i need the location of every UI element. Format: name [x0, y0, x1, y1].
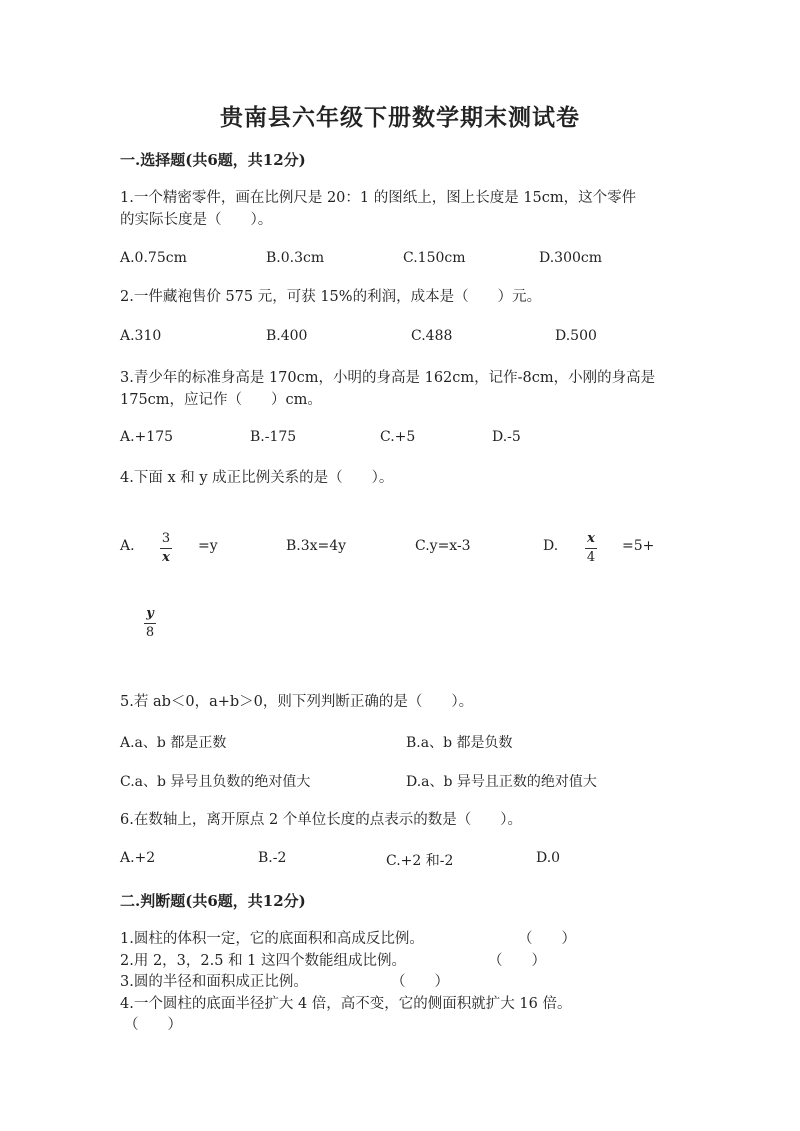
judgement-item-1: 1.圆柱的体积一定，它的底面积和高成反比例。 — [120, 931, 424, 947]
question-1-text-cont: 的实际长度是（ ）。 — [120, 212, 273, 228]
judgement-item-4: 4.一个圆柱的底面半径扩大 4 倍，高不变，它的侧面积就扩大 16 倍。 — [120, 996, 572, 1012]
section-heading-choice: 一.选择题(共6题，共12分) — [120, 151, 306, 169]
q3-option-d: D.-5 — [492, 429, 521, 445]
fraction-denominator: x — [162, 550, 170, 565]
fraction-denominator: 4 — [586, 550, 596, 565]
q3-option-c: C.+5 — [380, 429, 416, 445]
q1-option-a: A.0.75cm — [120, 250, 187, 266]
question-6-text: 6.在数轴上，离开原点 2 个单位长度的点表示的数是（ ）。 — [120, 812, 523, 828]
judgement-item-3-paren: （ ） — [391, 974, 449, 990]
question-2-text: 2.一件藏袍售价 575 元，可获 15%的利润，成本是（ ）元。 — [120, 289, 542, 305]
q1-option-b: B.0.3cm — [266, 250, 325, 266]
q4-option-a-fraction — [160, 531, 172, 566]
q2-option-a: A.310 — [120, 328, 162, 344]
q4-option-c: C.y=x-3 — [415, 538, 471, 554]
q4-option-a-label: A. — [120, 538, 135, 554]
judgement-item-2-paren: （ ） — [488, 953, 546, 969]
q4-option-b: B.3x=4y — [286, 538, 347, 554]
q2-option-c: C.488 — [411, 328, 453, 344]
judgement-item-4-paren: （ ） — [124, 1017, 182, 1033]
q5-option-c: C.a、b 异号且负数的绝对值大 — [120, 774, 311, 790]
q3-option-b: B.-175 — [250, 429, 297, 445]
question-4-text: 4.下面 x 和 y 成正比例关系的是（ ）。 — [120, 470, 394, 486]
judgement-item-1-paren: （ ） — [518, 931, 576, 947]
question-5-text: 5.若 ab＜0，a+b＞0，则下列判断正确的是（ ）。 — [120, 694, 474, 710]
q4-option-d-fraction — [585, 531, 597, 566]
question-3-text: 3.青少年的标准身高是 170cm，小明的身高是 162cm，记作-8cm，小刚的身高是 — [120, 370, 656, 386]
question-3-text-cont: 175cm，应记作（ ）cm。 — [120, 392, 322, 408]
fraction-numerator: 3 — [161, 531, 171, 546]
fraction-numerator: x — [587, 531, 595, 546]
q6-option-b: B.-2 — [258, 850, 287, 866]
q4-option-a-tail: =y — [198, 538, 218, 554]
q2-option-d: D.500 — [555, 328, 597, 344]
question-1-text: 1.一个精密零件，画在比例尺是 20：1 的图纸上，图上长度是 15cm，这个零件 — [120, 190, 637, 206]
q6-option-a: A.+2 — [120, 850, 156, 866]
q5-option-d: D.a、b 异号且正数的绝对值大 — [406, 774, 597, 790]
q1-option-c: C.150cm — [403, 250, 466, 266]
q4-option-d-tail: =5+ — [622, 538, 655, 554]
q6-option-c: C.+2 和-2 — [386, 853, 454, 869]
q1-option-d: D.300cm — [539, 250, 603, 266]
q6-option-d: D.0 — [536, 850, 561, 866]
page-title: 贵南县六年级下册数学期末测试卷 — [220, 104, 580, 131]
q4-option-d-fraction-2 — [144, 606, 156, 641]
q2-option-b: B.400 — [266, 328, 308, 344]
fraction-denominator: 8 — [145, 625, 155, 640]
judgement-item-2: 2.用 2，3，2.5 和 1 这四个数能组成比例。 — [120, 953, 407, 969]
fraction-bar — [585, 548, 597, 549]
q5-option-a: A.a、b 都是正数 — [120, 735, 227, 751]
fraction-bar — [160, 548, 172, 549]
judgement-item-3: 3.圆的半径和面积成正比例。 — [120, 974, 308, 990]
fraction-bar — [144, 623, 156, 624]
q3-option-a: A.+175 — [120, 429, 174, 445]
section-heading-judgement: 二.判断题(共6题，共12分) — [120, 892, 306, 910]
q5-option-b: B.a、b 都是负数 — [406, 735, 513, 751]
q4-option-d-label: D. — [543, 538, 559, 554]
fraction-numerator: y — [146, 606, 154, 621]
